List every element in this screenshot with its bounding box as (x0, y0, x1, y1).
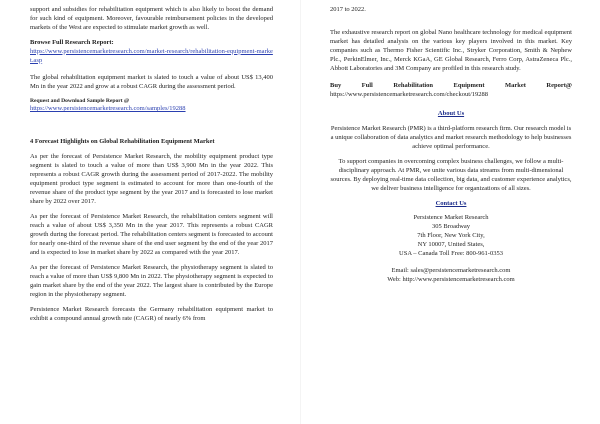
buy-word-6: Report@ (546, 81, 572, 89)
browse-report-link[interactable]: https://www.persistencemarketresearch.com/market-research/rehabilitation-equipment-market.asp (30, 47, 273, 64)
buy-word-3: Rehabilitation (393, 81, 434, 89)
browse-link-wrap (30, 48, 273, 66)
market-value-paragraph: The global rehabilitation equipment market is slated to touch a value of about US$ 13,400 Mn in the year 2022 and grow at a robust CAGR during the assessment period. (30, 73, 273, 90)
about-heading: About Us (437, 109, 465, 117)
buy-word-4: Equipment (453, 81, 485, 89)
physiotherapy-paragraph: As per the forecast of Persistence Market Research, the physiotherapy segment is slated to reach a value of more than US$ 9,800 Mn in 2022. The physiotherapy segment is expected to gain market share by the end of the year 2022. The largest share is contributed by the Europe region in the physiotherapy segment. (30, 264, 273, 298)
contact-street: 305 Broadway (431, 223, 471, 231)
mobility-paragraph: As per the forecast of Persistence Market Research, the mobility equipment product type segment is slated to touch a value of more than US$ 3,900 Mn in the year 2022. This represents a robust CAGR growth during the assessment period of 2017-2022. The mobility equipment product type segment is estimated to account for more than one-fourth of the revenue share of the product type segment by the year 2017 and is forecasted to lose market share by 2022 over 2017. (30, 153, 273, 206)
about-paragraph-2: To support companies in overcoming complex business challenges, we follow a multi-disciplinary approach. At PMR, we unite various data streams from multi-dimensional sources. By deploying real-time data collection, big data, and customer experience analytics, we deliver business intelligence for organizations of all sizes. (330, 157, 572, 192)
year-range-text: 2017 to 2022. (330, 6, 366, 13)
buy-report-heading (330, 82, 572, 91)
sample-report-link[interactable]: https://www.persistencemarketresearch.com/samples/19288 (30, 105, 186, 113)
sample-heading: Request and Download Sample Report @ (30, 97, 130, 104)
about-paragraph-1: Persistence Market Research (PMR) is a third-platform research firm. Our research model is a unique collaboration of data analytics and market research methodology to help businesses achieve optimal performance. (330, 124, 572, 150)
page-gutter (300, 0, 301, 424)
right-column (330, 6, 572, 285)
section-heading: 4 Forecast Highlights on Global Rehabilitation Equipment Market (30, 138, 215, 146)
buy-word-1: Buy (330, 81, 342, 89)
browse-heading: Browse Full Research Report: (30, 38, 114, 46)
left-column (30, 6, 273, 330)
buy-link-text[interactable]: https://www.persistencemarketresearch.com/checkout/19288 (330, 90, 489, 98)
contact-company: Persistence Market Research (413, 214, 489, 222)
contact-email[interactable]: Email: sales@persistencemarketresearch.com (391, 267, 511, 275)
buy-word-2: Full (361, 81, 373, 89)
contact-phone: USA – Canada Toll Free: 800-961-0353 (399, 250, 503, 258)
intro-paragraph: support and subsidies for rehabilitation equipment which is also likely to boost the demand for such kind of equipment. Moreover, favourable reimbursement policies in the developed markets of the West are expected to stimulate market growth as well. (30, 6, 273, 31)
contact-floor: 7th Floor, New York City, (417, 232, 485, 240)
buy-word-5: Market (505, 81, 526, 89)
contact-block (330, 214, 572, 285)
contact-web[interactable]: Web: http://www.persistencemarketresearch.com (387, 276, 515, 284)
sample-link-wrap (30, 105, 273, 114)
rehab-centers-paragraph: As per the forecast of Persistence Market Research, the rehabilitation centers segment will reach a value of about US$ 3,350 Mn in the year 2017. This represents a robust CAGR growth during the forecast period. The rehabilitation centers segment is forecasted to account for nearly one-third of the revenue share of the end user segment by the end of the year 2017 and is expected to lose in market share by 2022 as compared with the year 2017. (30, 213, 273, 257)
contact-zip: NY 10007, United States, (417, 241, 485, 249)
key-players-paragraph: The exhaustive research report on global Nano healthcare technology for medical equipment market has detailed analysis on the various key players involved in this market. Key companies such as Thermo Fisher Scientific Inc., Stryker Corporation, Smith & Nephew Plc., PerkinElmer, Inc., Merck KGaA, GE Global Research, Ferro Corp, AstraZeneca Plc., Abbott Laboratories and 3M Company are profiled in this research study. (330, 28, 572, 72)
germany-paragraph: Persistence Market Research forecasts the Germany rehabilitation equipment market to exhibit a compound annual growth rate (CAGR) of nearly 6% from (30, 305, 273, 322)
contact-heading: Contact Us (435, 199, 467, 207)
